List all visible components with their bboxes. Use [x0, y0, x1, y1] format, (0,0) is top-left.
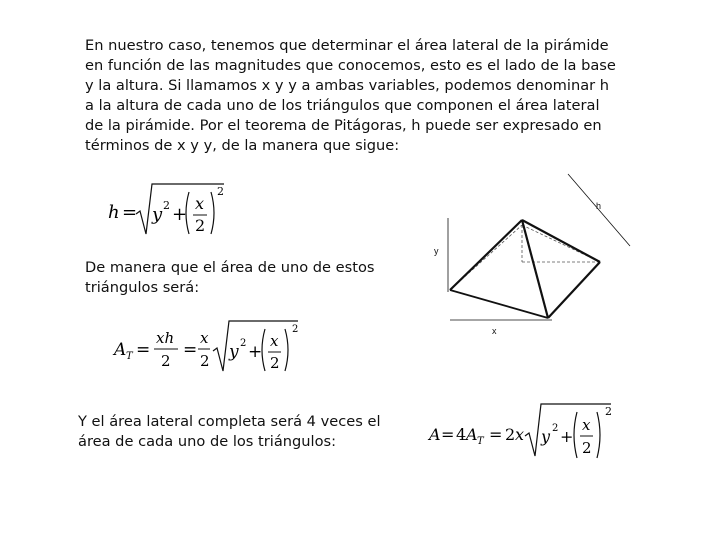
- text-line: a la altura de cada uno de los triángulos que componen el área lateral: [85, 97, 600, 114]
- formula-at-num2: x: [200, 329, 209, 347]
- formula-h-exponent: 2: [163, 199, 170, 212]
- formula-at-y: y: [229, 342, 239, 362]
- pyramid-edge: [522, 220, 548, 318]
- text-line: En nuestro caso, tenemos que determinar el área lateral de la pirámide: [85, 37, 609, 54]
- formula-h: [100, 178, 240, 240]
- formula-at-equals: =: [136, 340, 151, 360]
- pyramid-diagram: [420, 168, 635, 343]
- formula-a-plus: +: [560, 427, 574, 446]
- text-line: en función de las magnitudes que conocemos, esto es el lado de la base: [85, 57, 616, 74]
- formula-at-lhs: A: [114, 340, 127, 360]
- formula-at-exponent: 2: [240, 338, 247, 349]
- formula-h-outer-exponent: 2: [217, 185, 224, 198]
- formula-at-outer-exponent: 2: [292, 324, 299, 335]
- formula-a: [425, 400, 625, 462]
- text-line: de la pirámide. Por el teorema de Pitágoras, h puede ser expresado en: [85, 117, 602, 134]
- intro-paragraph: [85, 36, 625, 156]
- formula-h-lhs: h: [108, 202, 120, 223]
- formula-a-coefficient: 4: [456, 425, 467, 444]
- text-line: y la altura. Si llamamos x y y a ambas variables, podemos denominar h: [85, 77, 610, 94]
- paren-left: [262, 329, 265, 371]
- formula-at-den1: 2: [161, 352, 171, 370]
- formula-a-x: x: [515, 425, 525, 444]
- formula-a-coefficient-2: 2: [505, 425, 516, 444]
- formula-h-equals: =: [122, 202, 138, 223]
- formula-at-den2: 2: [200, 352, 210, 370]
- formula-a-lhs: A: [429, 425, 441, 444]
- text-line: Y el área lateral completa será 4 veces el: [78, 413, 381, 430]
- text-line: triángulos será:: [85, 279, 200, 296]
- label-h: h: [596, 201, 602, 211]
- text-line: área de cada uno de los triángulos:: [78, 433, 337, 450]
- formula-h-plus: +: [172, 204, 188, 225]
- formula-at: [110, 315, 310, 377]
- pyramid-base-edge: [450, 290, 548, 318]
- pyramid-edge: [522, 220, 600, 262]
- paren-right: [597, 412, 600, 458]
- formula-h-den: 2: [195, 216, 206, 235]
- pyramid-edge: [450, 220, 522, 290]
- formula-a-exponent: 2: [552, 423, 559, 434]
- formula-at-den3: 2: [270, 354, 280, 372]
- formula-a-equals-2: =: [489, 425, 503, 444]
- paren-left: [186, 192, 189, 234]
- formula-at-num3: x: [270, 332, 279, 350]
- formula-a-den: 2: [582, 439, 592, 457]
- formula-at-plus: +: [248, 342, 263, 362]
- formula-a-num: x: [582, 416, 591, 434]
- label-y: y: [434, 246, 439, 256]
- paren-right: [285, 329, 288, 371]
- text-line: De manera que el área de uno de estos: [85, 259, 375, 276]
- formula-at-equals-2: =: [183, 340, 198, 360]
- area-triangle-paragraph: [85, 258, 405, 298]
- formula-at-subscript: T: [126, 351, 133, 362]
- paren-right: [211, 192, 214, 234]
- text-line: términos de x y y, de la manera que sigue:: [85, 137, 400, 154]
- formula-at-num1: xh: [156, 329, 175, 347]
- formula-a-equals: =: [441, 425, 455, 444]
- formula-h-y: y: [152, 204, 163, 225]
- label-x: x: [492, 326, 497, 336]
- formula-h-num: x: [195, 194, 205, 213]
- formula-a-y: y: [541, 427, 551, 446]
- total-area-paragraph: [78, 412, 398, 452]
- paren-left: [574, 412, 577, 458]
- formula-a-outer-exponent: 2: [605, 405, 612, 418]
- formula-a-at: A: [466, 425, 478, 444]
- formula-a-subscript: T: [477, 436, 484, 447]
- pyramid-base-edge: [548, 262, 600, 318]
